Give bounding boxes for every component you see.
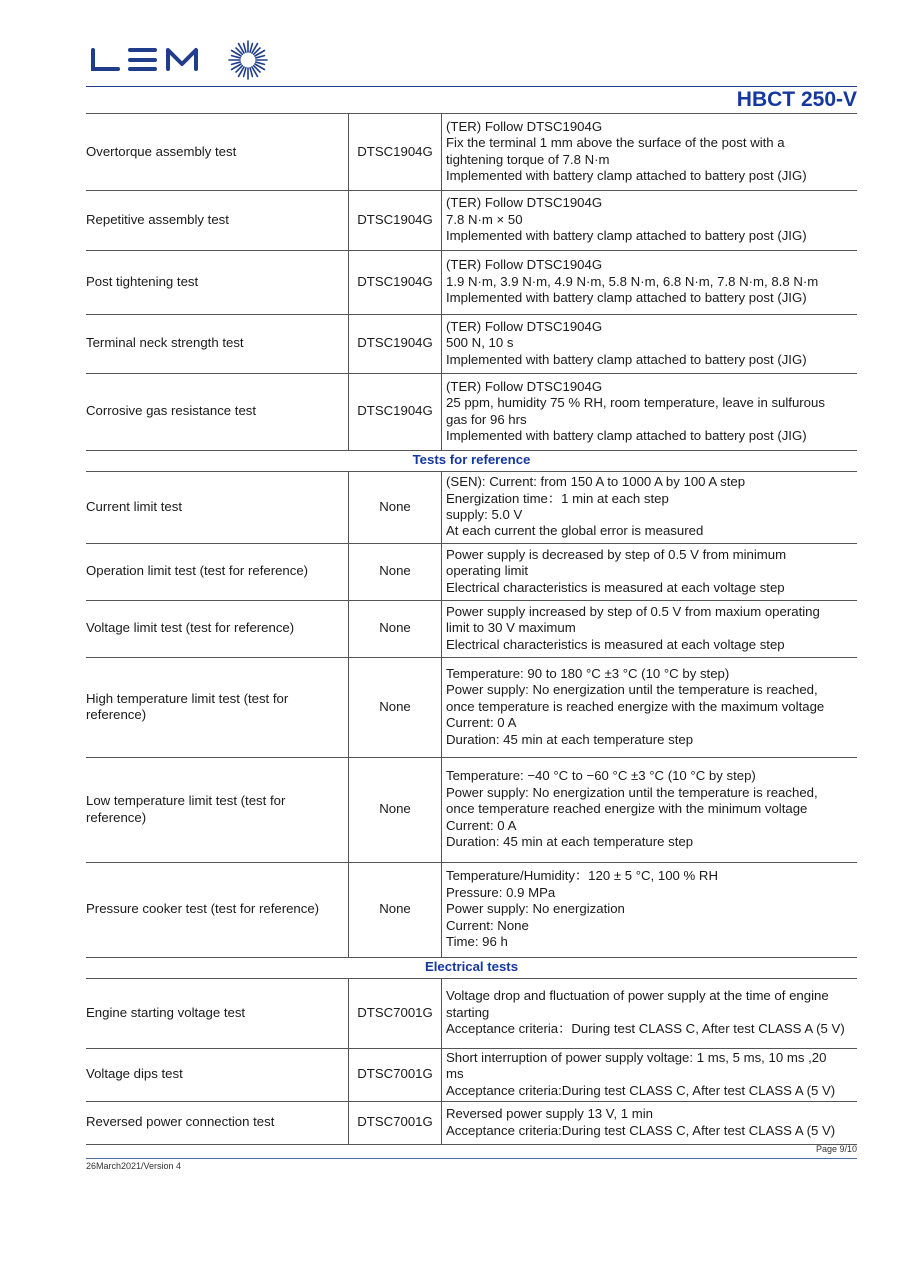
condition-cell: [442, 314, 858, 373]
standard-cell: DTSC7001G: [349, 1048, 442, 1101]
condition-line: Implemented with battery clamp attached to battery post (JIG): [446, 228, 807, 244]
version-label: 26March2021/Version 4: [86, 1161, 182, 1171]
table-row: [86, 314, 857, 373]
logo-ray: [244, 44, 246, 53]
table-row: [86, 600, 857, 657]
condition-line: Current: 0 A: [446, 715, 517, 731]
standard-cell: None: [349, 862, 442, 957]
condition-line: 25 ppm, humidity 75 % RH, room temperature, leave in sulfurous: [446, 395, 825, 411]
condition-line: (TER) Follow DTSC1904G: [446, 318, 603, 334]
condition-cell: [442, 543, 858, 600]
table-row: [86, 114, 857, 190]
condition-line: Implemented with battery clamp attached to battery post (JIG): [446, 351, 807, 367]
standard-cell: DTSC1904G: [349, 114, 442, 190]
condition-line: Fix the terminal 1 mm above the surface of the post with a: [446, 135, 785, 151]
condition-cell: [442, 657, 858, 757]
product-title: HBCT 250-V: [736, 88, 857, 111]
standard-cell: None: [349, 757, 442, 862]
condition-cell: [442, 978, 858, 1048]
test-name-cell: Voltage limit test (test for reference): [86, 600, 349, 657]
table-row: [86, 657, 857, 757]
condition-line: Implemented with battery clamp attached to battery post (JIG): [446, 427, 807, 443]
footer-rule: [86, 1158, 857, 1159]
condition-cell: [442, 862, 858, 957]
condition-line: (TER) Follow DTSC1904G: [446, 118, 603, 134]
condition-cell: [442, 1048, 858, 1101]
condition-line: Temperature: 90 to 180 °C ±3 °C (10 °C by step): [446, 665, 730, 681]
condition-line: Acceptance criteria:During test CLASS C, After test CLASS A (5 V): [446, 1082, 836, 1098]
standard-cell: None: [349, 471, 442, 543]
condition-line: 7.8 N·m × 50: [446, 211, 523, 227]
standard-cell: None: [349, 543, 442, 600]
test-name-cell: Terminal neck strength test: [86, 314, 349, 373]
condition-line: Voltage drop and fluctuation of power supply at the time of engine: [446, 988, 829, 1004]
condition-line: Electrical characteristics is measured at each voltage step: [446, 579, 785, 595]
condition-line: Implemented with battery clamp attached to battery post (JIG): [446, 168, 807, 184]
condition-line: starting: [446, 1004, 490, 1020]
standard-cell: None: [349, 657, 442, 757]
condition-line: Duration: 45 min at each temperature step: [446, 731, 694, 747]
condition-line: Power supply increased by step of 0.5 V from maxium operating: [446, 603, 820, 619]
condition-line: Energization time：1 min at each step: [446, 490, 669, 506]
condition-cell: [442, 190, 858, 250]
condition-line: Acceptance criteria：During test CLASS C, After test CLASS A (5 V): [446, 1021, 845, 1037]
condition-line: 500 N, 10 s: [446, 335, 514, 351]
condition-line: once temperature is reached energize with the maximum voltage: [446, 698, 825, 714]
logo-ray: [250, 68, 252, 77]
table-row: [86, 862, 857, 957]
condition-line: once temperature reached energize with the minimum voltage: [446, 801, 808, 817]
table-row: [86, 978, 857, 1048]
standard-cell: None: [349, 600, 442, 657]
condition-line: (TER) Follow DTSC1904G: [446, 378, 603, 394]
condition-line: tightening torque of 7.8 N·m: [446, 151, 610, 167]
condition-line: Power supply: No energization until the temperature is reached,: [446, 784, 818, 800]
condition-line: Time: 96 h: [446, 934, 508, 950]
test-name-cell: Engine starting voltage test: [86, 978, 349, 1048]
condition-line: Temperature: −40 °C to −60 °C ±3 °C (10 °C by step): [446, 768, 756, 784]
standard-cell: DTSC7001G: [349, 978, 442, 1048]
condition-cell: [442, 1101, 858, 1144]
table-row: [86, 471, 857, 543]
condition-line: Short interruption of power supply voltage: 1 ms, 5 ms, 10 ms ,20: [446, 1049, 827, 1065]
condition-line: (TER) Follow DTSC1904G: [446, 257, 603, 273]
condition-cell: [442, 250, 858, 314]
condition-line: Current: None: [446, 917, 529, 933]
condition-cell: [442, 757, 858, 862]
section-header-row: [86, 957, 857, 978]
condition-line: gas for 96 hrs: [446, 411, 527, 427]
condition-line: Acceptance criteria:During test CLASS C, After test CLASS A (5 V): [446, 1122, 836, 1138]
standard-cell: DTSC1904G: [349, 314, 442, 373]
logo-ray: [244, 68, 246, 77]
condition-line: Pressure: 0.9 MPa: [446, 884, 556, 900]
condition-line: Power supply: No energization until the temperature is reached,: [446, 682, 818, 698]
section-title: Electrical tests: [86, 957, 857, 978]
logo-ray: [232, 56, 241, 58]
condition-cell: [442, 373, 858, 450]
test-name-cell: Post tightening test: [86, 250, 349, 314]
condition-line: Power supply: No energization: [446, 901, 625, 917]
condition-line: 1.9 N·m, 3.9 N·m, 4.9 N·m, 5.8 N·m, 6.8 N·m, 7.8 N·m, 8.8 N·m: [446, 273, 819, 289]
condition-line: Implemented with battery clamp attached to battery post (JIG): [446, 290, 807, 306]
logo-ray: [256, 62, 265, 64]
test-name-cell: Voltage dips test: [86, 1048, 349, 1101]
table-row: [86, 190, 857, 250]
condition-line: Reversed power supply 13 V, 1 min: [446, 1106, 653, 1122]
header-rule: [86, 86, 857, 87]
condition-line: (SEN): Current: from 150 A to 1000 A by 100 A step: [446, 474, 746, 490]
test-name-cell: Repetitive assembly test: [86, 190, 349, 250]
condition-cell: [442, 600, 858, 657]
section-header-row: [86, 450, 857, 471]
condition-line: Current: 0 A: [446, 817, 517, 833]
test-spec-table: [86, 114, 857, 1145]
standard-cell: DTSC7001G: [349, 1101, 442, 1144]
section-title: Tests for reference: [86, 450, 857, 471]
test-name-cell: Overtorque assembly test: [86, 114, 349, 190]
condition-cell: [442, 471, 858, 543]
condition-line: Power supply is decreased by step of 0.5 V from minimum: [446, 546, 787, 562]
condition-line: ms: [446, 1066, 464, 1082]
table-row: [86, 373, 857, 450]
condition-line: Temperature/Humidity：120 ± 5 °C, 100 % RH: [446, 868, 718, 884]
condition-line: (TER) Follow DTSC1904G: [446, 195, 603, 211]
condition-line: operating limit: [446, 563, 529, 579]
table-row: [86, 1101, 857, 1144]
standard-cell: DTSC1904G: [349, 250, 442, 314]
test-name-cell: High temperature limit test (test for reference): [86, 657, 349, 757]
test-name-cell: Current limit test: [86, 471, 349, 543]
test-name-cell: Operation limit test (test for reference): [86, 543, 349, 600]
lem-logo: [90, 38, 280, 84]
test-name-cell: Corrosive gas resistance test: [86, 373, 349, 450]
test-name-cell: Pressure cooker test (test for reference): [86, 862, 349, 957]
condition-line: supply: 5.0 V: [446, 507, 523, 522]
test-name-cell: Reversed power connection test: [86, 1101, 349, 1144]
test-name-cell: Low temperature limit test (test for reference): [86, 757, 349, 862]
condition-line: Duration: 45 min at each temperature step: [446, 834, 694, 850]
logo-ray: [250, 44, 252, 53]
table-row: [86, 1048, 857, 1101]
standard-cell: DTSC1904G: [349, 373, 442, 450]
logo-ray: [232, 62, 241, 64]
logo-ray: [256, 56, 265, 58]
page-number: Page 9/10: [815, 1144, 857, 1154]
condition-line: Electrical characteristics is measured at each voltage step: [446, 636, 785, 652]
condition-line: limit to 30 V maximum: [446, 620, 576, 636]
table-row: [86, 250, 857, 314]
table-row: [86, 757, 857, 862]
table-row: [86, 543, 857, 600]
condition-line: At each current the global error is measured: [446, 523, 704, 539]
standard-cell: DTSC1904G: [349, 190, 442, 250]
condition-cell: [442, 114, 858, 190]
